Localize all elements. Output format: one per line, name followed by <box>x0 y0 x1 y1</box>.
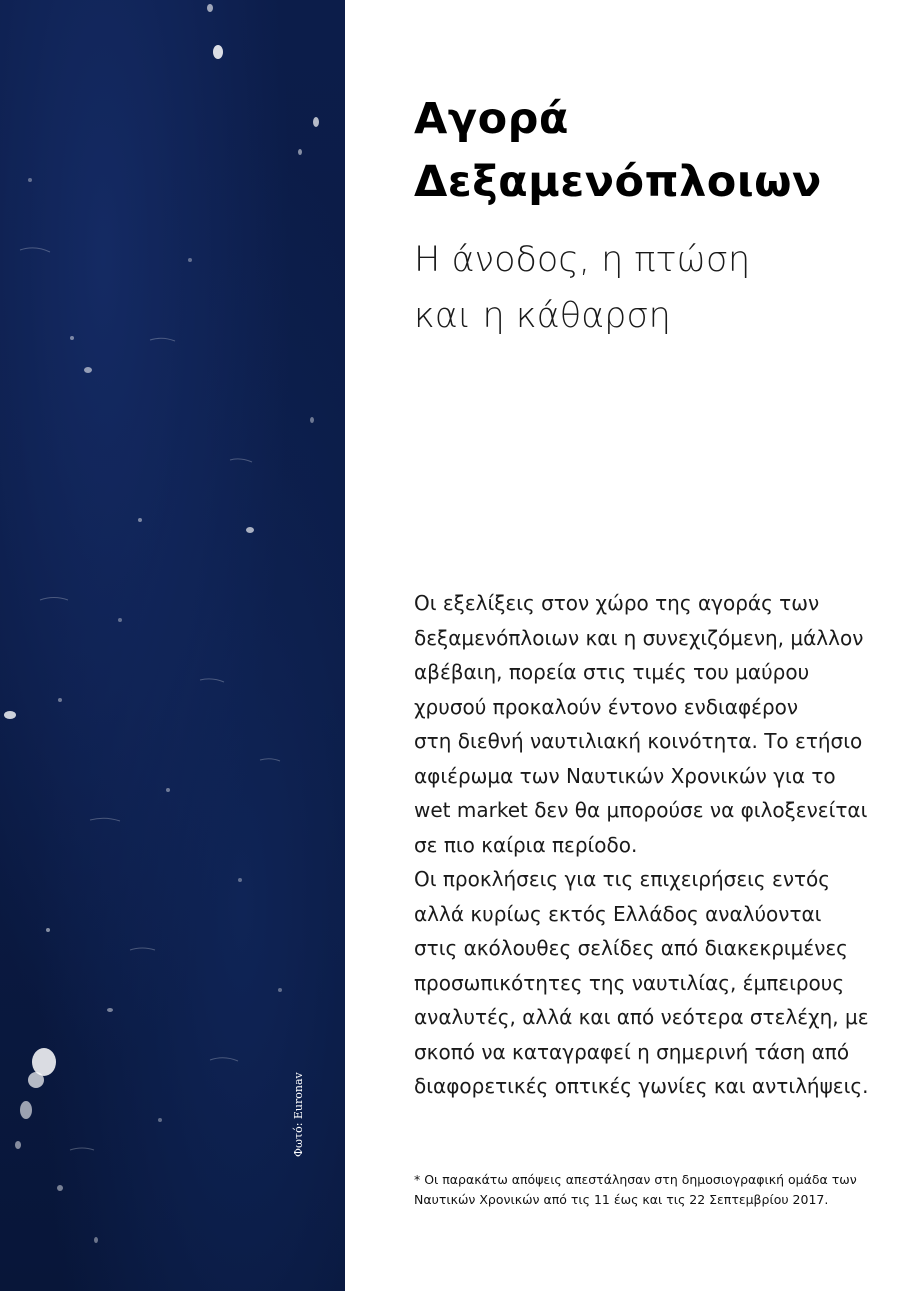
body-line: σκοπό να καταγραφεί η σημερινή τάση από <box>414 1039 850 1064</box>
subtitle-line: και η κάθαρση <box>414 296 671 336</box>
body-line: στη διεθνή ναυτιλιακή κοινότητα. Το ετήσιο <box>414 729 863 753</box>
body-line: wet market δεν θα μπορούσε να φιλοξενείται <box>414 798 868 822</box>
body-line: στις ακόλουθες σελίδες από διακεκριμένες <box>414 936 848 960</box>
photo-credit: Φωτό: Euronav <box>292 1072 305 1157</box>
body-line: χρυσού προκαλούν έντονο ενδιαφέρον <box>414 694 799 719</box>
body-line: Οι εξελίξεις στον χώρο της αγοράς των <box>414 591 820 615</box>
body-line: αφιέρωμα των Ναυτικών Χρονικών για το <box>414 763 836 788</box>
subtitle-line: Η άνοδος, η πτώση <box>414 240 751 280</box>
body-line: δεξαμενόπλοιων και η συνεχιζόμενη, μάλλον <box>414 625 864 650</box>
cover-photo-ocean <box>0 0 345 1291</box>
footnote-line: Ναυτικών Χρονικών από τις 11 έως και τις 22 Σεπτεμβρίου 2017. <box>414 1192 829 1207</box>
body-line: σε πιο καίρια περίοδο. <box>414 832 638 857</box>
footnote-line: * Οι παρακάτω απόψεις απεστάλησαν στη δημοσιογραφική ομάδα των <box>414 1172 857 1187</box>
article-subtitle <box>414 232 750 344</box>
article-body <box>414 586 904 1104</box>
body-line: αλλά κυρίως εκτός Ελλάδος αναλύονται <box>414 901 822 926</box>
title-line: Αγορά <box>414 94 569 144</box>
body-line: Οι προκλήσεις για τις επιχειρήσεις εντός <box>414 867 831 891</box>
body-line: αβέβαιη, πορεία στις τιμές του μαύρου <box>414 660 810 684</box>
body-line: προσωπικότητες της ναυτιλίας, έμπειρους <box>414 970 845 995</box>
title-line: Δεξαμενόπλοιων <box>414 157 822 207</box>
body-line: αναλυτές, αλλά και από νεότερα στελέχη, με <box>414 1005 869 1029</box>
footnote <box>414 1170 894 1210</box>
body-line: διαφορετικές οπτικές γωνίες και αντιλήψεις. <box>414 1074 869 1098</box>
article-title <box>414 88 822 214</box>
